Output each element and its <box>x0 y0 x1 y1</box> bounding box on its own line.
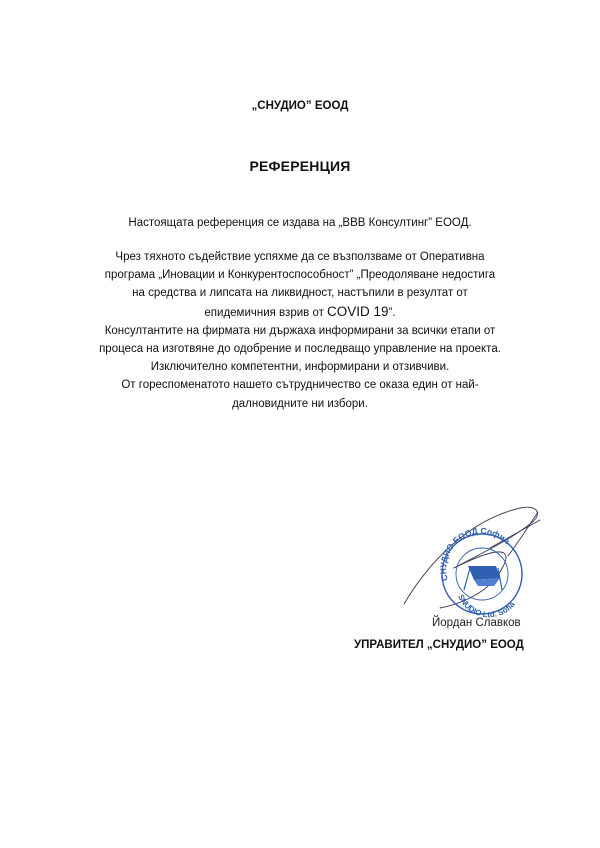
body-line: процеса на изготвяне до одобрение и последващо управление на проекта. <box>99 343 501 356</box>
body-text <box>60 248 540 413</box>
company-name: „СНУДИО” ЕООД <box>251 100 349 112</box>
signer-position: УПРАВИТЕЛ „СНУДИО” ЕООД <box>354 639 524 651</box>
stamp-text-top: СНУДИО ЕООД София <box>438 525 512 583</box>
body-line: на средства и липсата на ликвидност, настъпили в резултат от <box>132 287 468 300</box>
covid-text: COVID 19 <box>327 303 389 319</box>
svg-text:СНУДИО ЕООД София <box>438 526 512 582</box>
body-line-covid <box>60 303 540 322</box>
intro-paragraph: Настоящата референция се издава на „ВВВ Консултинг” ЕООД. <box>128 217 472 229</box>
closing-quote: ”. <box>388 306 396 319</box>
body-line-text: епидемичния взрив от <box>204 306 328 319</box>
svg-text:SNUDIO Ltd. Sofia <box>456 593 517 619</box>
body-line: далновидните ни избори. <box>232 397 368 410</box>
body-line: Консултантите на фирмата ни държаха информирани за всички етапи от <box>104 324 496 337</box>
stamp-text-bottom: SNUDIO Ltd. Sofia <box>456 592 517 620</box>
body-line: програма „Иновации и Конкурентоспособност” „Преодоляване недостига <box>104 269 496 282</box>
body-line: Изключително компетентни, информирани и отзивчиви. <box>150 361 450 374</box>
document-title: РЕФЕРЕНЦИЯ <box>249 158 351 174</box>
company-stamp <box>438 526 522 620</box>
body-line: Чрез тяхното съдействие успяхме да се възползваме от Оперативна <box>115 251 485 263</box>
signer-name: Йордан Славков <box>432 617 521 629</box>
body-line: От гореспоменатото нашето сътрудничество се оказа един от най- <box>121 379 479 392</box>
signature-icon <box>404 507 540 608</box>
